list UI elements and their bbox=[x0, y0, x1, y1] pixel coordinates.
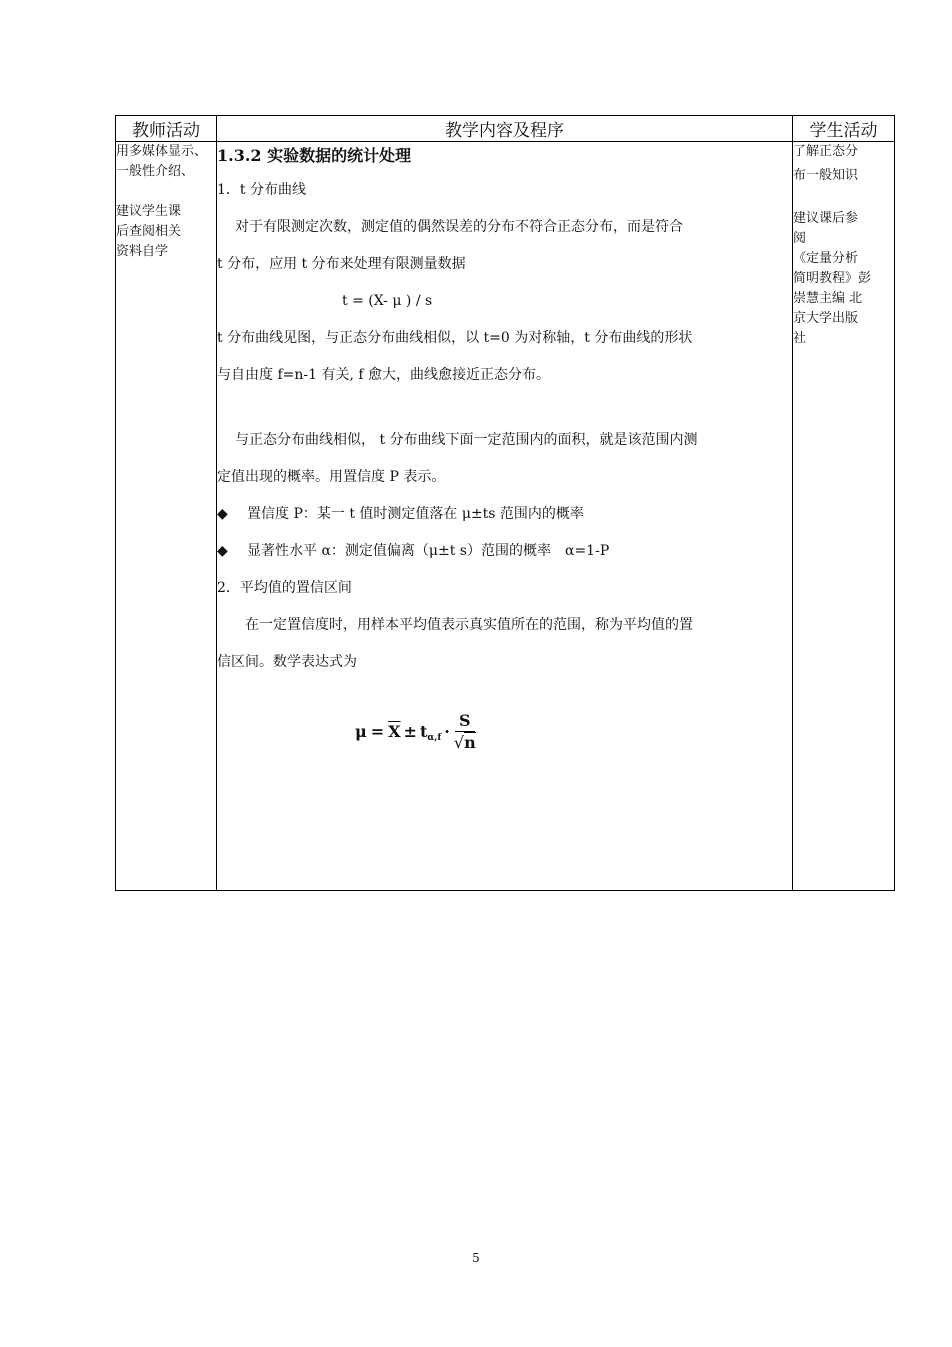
bullet-item bbox=[217, 496, 792, 533]
student-note: 了解正态分 bbox=[793, 144, 859, 159]
math-fraction bbox=[454, 711, 476, 752]
header-teaching-content: 教学内容及程序 bbox=[217, 116, 793, 142]
body-row bbox=[116, 142, 895, 891]
math-t-subscript: α,f bbox=[427, 732, 442, 743]
math-dot: · bbox=[444, 722, 450, 741]
student-note: 布一般知识 bbox=[793, 168, 859, 183]
paragraph-line: 信区间。数学表达式为 bbox=[217, 654, 357, 670]
section-title: 1.3.2 实验数据的统计处理 bbox=[217, 146, 412, 165]
student-note: 建议课后参 bbox=[793, 211, 859, 226]
sqrt-icon: √ bbox=[453, 733, 465, 752]
math-plus-minus: ± bbox=[403, 722, 417, 741]
teacher-note: 用多媒体显示、 bbox=[116, 144, 208, 159]
paragraph-line: t 分布曲线见图，与正态分布曲线相似，以 t=0 为对称轴，t 分布曲线的形状 bbox=[217, 330, 693, 346]
student-note: 京大学出版 bbox=[793, 311, 859, 326]
bullet-item bbox=[217, 533, 792, 570]
diamond-bullet-icon: ◆ bbox=[217, 543, 228, 559]
teacher-note: 建议学生课 bbox=[116, 204, 182, 219]
math-t: t bbox=[419, 722, 428, 741]
teacher-note: 资料自学 bbox=[116, 244, 169, 259]
confidence-interval-formula bbox=[355, 711, 792, 752]
student-notes-cell bbox=[793, 142, 895, 891]
student-note: 简明教程》彭 bbox=[793, 271, 872, 286]
student-note: 阅 bbox=[793, 231, 807, 246]
teacher-note: 后查阅相关 bbox=[116, 224, 182, 239]
math-mu: μ bbox=[355, 722, 367, 741]
header-teacher-activity: 教师活动 bbox=[116, 116, 217, 142]
paragraph-line: 与正态分布曲线相似， t 分布曲线下面一定范围内的面积，就是该范围内测 bbox=[235, 432, 698, 448]
student-note: 崇慧主编 北 bbox=[793, 291, 863, 306]
paragraph-line: t 分布，应用 t 分布来处理有限测量数据 bbox=[217, 256, 466, 272]
teacher-note: 一般性介绍、 bbox=[116, 164, 195, 179]
bullet-text: 置信度 P：某一 t 值时测定值落在 μ±ts 范围内的概率 bbox=[247, 506, 584, 522]
math-equals: = bbox=[370, 722, 385, 741]
student-note: 社 bbox=[793, 331, 807, 346]
paragraph-line: 定值出现的概率。用置信度 P 表示。 bbox=[217, 469, 446, 485]
t-formula: t = (X- μ ) / s bbox=[342, 293, 433, 309]
math-xbar: $\overline{X}$ bbox=[388, 722, 401, 741]
paragraph-line: 在一定置信度时，用样本平均值表示真实值所在的范围，称为平均值的置 bbox=[245, 617, 693, 633]
math-sqrt-n: n bbox=[464, 733, 476, 752]
math-denominator bbox=[454, 732, 476, 752]
paragraph-line: 对于有限测定次数，测定值的偶然误差的分布不符合正态分布，而是符合 bbox=[235, 219, 683, 235]
header-student-activity: 学生活动 bbox=[793, 116, 895, 142]
teaching-content-cell bbox=[217, 142, 793, 891]
page-number: 5 bbox=[472, 1251, 480, 1265]
math-numerator: S bbox=[455, 711, 475, 732]
teacher-notes-cell bbox=[116, 142, 217, 891]
lesson-table bbox=[115, 115, 895, 891]
diamond-bullet-icon: ◆ bbox=[217, 506, 228, 522]
subsection-heading: 2．平均值的置信区间 bbox=[217, 580, 352, 596]
bullet-text: 显著性水平 α：测定值偏离（μ±t s）范围的概率 α=1-P bbox=[247, 543, 610, 559]
header-row bbox=[116, 116, 895, 142]
subsection-heading: 1．t 分布曲线 bbox=[217, 182, 306, 198]
paragraph-line: 与自由度 f=n-1 有关, f 愈大，曲线愈接近正态分布。 bbox=[217, 367, 550, 383]
student-note: 《定量分析 bbox=[793, 251, 859, 266]
